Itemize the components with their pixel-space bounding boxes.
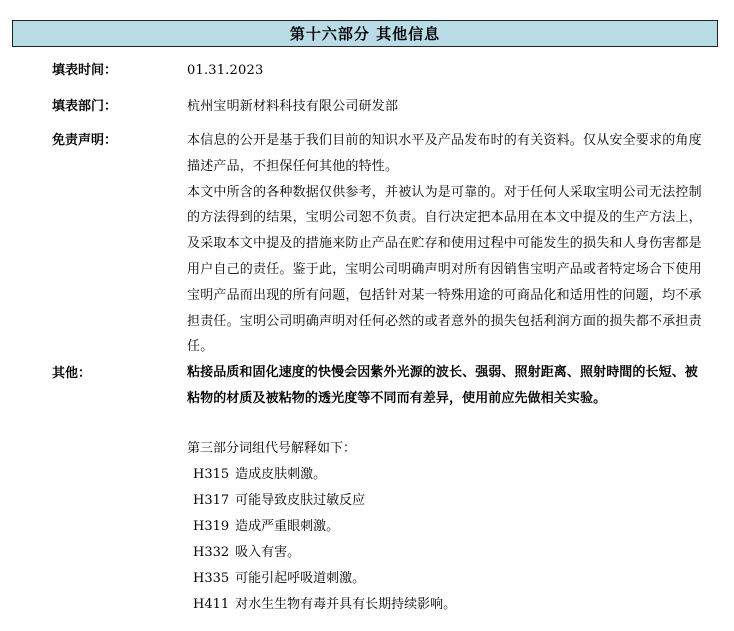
curing-note: 粘接品质和固化速度的快慢会因紫外光源的波长、强弱、照射距离、照射時間的长短、被粘物的材质及被粘物的透光度等不同而有差异，使用前应先做相关实验。: [187, 365, 698, 406]
hazard-code-item: [193, 514, 707, 540]
hazard-description: 对水生生物有毒并具有长期持续影响。: [235, 597, 457, 612]
hazard-code: H319: [193, 519, 230, 534]
hazard-code-item: [193, 540, 707, 566]
hazard-code: H335: [193, 571, 230, 586]
hazard-code-item: [193, 566, 707, 592]
hazard-description: 吸入有害。: [235, 545, 301, 560]
hazard-code-item: [193, 592, 707, 618]
hazard-description: 可能导致皮肤过敏反应: [235, 493, 366, 508]
disclaimer-text: [187, 128, 707, 360]
disclaimer-paragraph: 本信息的公开是基于我们目前的知识水平及产品发布时的有关资料。仅从安全要求的角度描述产品，不担保任何其他的特性。: [187, 133, 702, 174]
fill-date-label: 填表时间：: [52, 63, 118, 78]
hazard-code: H315: [193, 467, 230, 482]
fill-date-value: 01.31.2023: [187, 63, 264, 78]
fill-dept-value: 杭州宝明新材料科技有限公司研发部: [187, 99, 399, 114]
hazard-description: 可能引起呼吸道刺激。: [235, 571, 366, 586]
hazard-code-list: [187, 436, 707, 618]
hazard-code-item: [193, 462, 707, 488]
hazard-code: H411: [193, 597, 230, 612]
hazard-description: 造成皮肤刺激。: [235, 467, 327, 482]
fill-dept-label: 填表部门：: [52, 99, 118, 114]
codes-intro: 第三部分词组代号解释如下：: [187, 441, 357, 456]
section-header: [12, 20, 718, 47]
hazard-code: H317: [193, 493, 230, 508]
hazard-code-item: [193, 488, 707, 514]
hazard-description: 造成严重眼刺激。: [235, 519, 340, 534]
section-title: 第十六部分 其他信息: [289, 25, 441, 43]
disclaimer-paragraph: 本文中所含的各种数据仅供参考，并被认为是可靠的。对于任何人采取宝明公司无法控制的方法得到的结果，宝明公司恕不负责。自行决定把本品用在本文中提及的生产方法上，及采取本文中提及的措施来防止产品在贮存和使用过程中可能发生的损失和人身伤害都是用户自己的责任。鉴于此，宝明公司明确声明对所有因销售宝明产品或者特定场合下使用宝明产品而出现的所有问题，包括针对某一特殊用途的可商品化和适用性的问题，均不承担责任。宝明公司明确声明对任何必然的或者意外的损失包括利润方面的损失都不承担责任。: [187, 184, 702, 355]
disclaimer-label: 免责声明：: [52, 133, 118, 148]
other-label: 其他：: [52, 366, 92, 381]
hazard-code: H332: [193, 545, 230, 560]
